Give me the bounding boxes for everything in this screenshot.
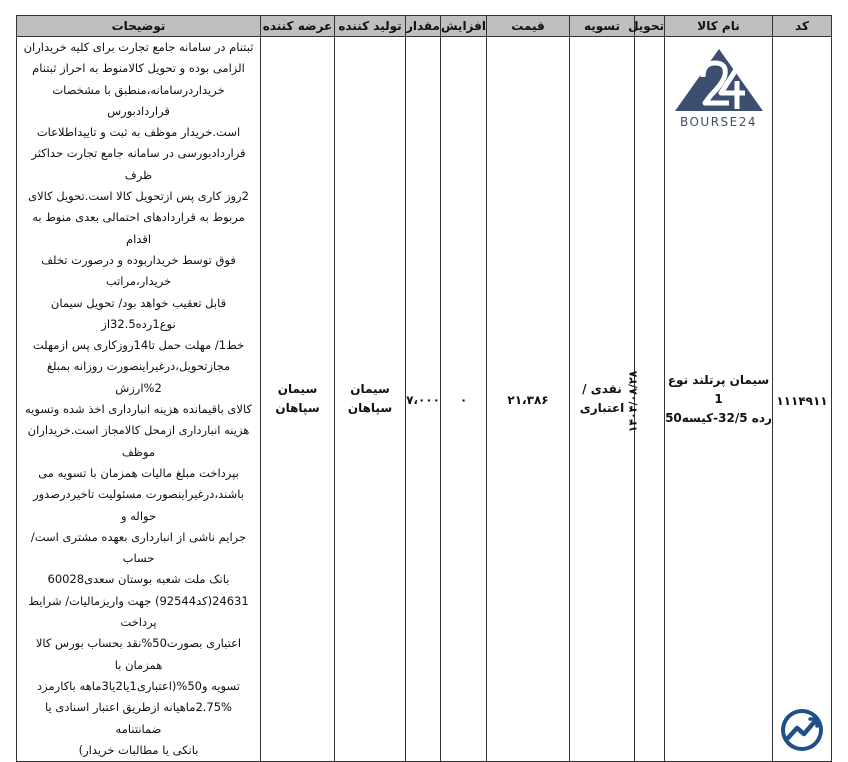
description-text: ثبتنام در سامانه جامع تجارت برای کلیه خریداران الزامی بوده و تحویل کالامنوط به احراز ثبتنام خریداردرسامانه،منطبق با مشخصات قراردادبورس است.خریدار موظف به ثبت و تاییداطلاعات قراردادبورسی در سامانه جامع تجارت حداکثر ظرف 2روز کاری پس ازتحویل کالا است.تحویل کالای مربوط به قراردادهای احتمالی بعدی منوط به اقدام فوق توسط خریداربوده و درصورت تخلف خریدار،مراتب قابل تعقیب خواهد بود/ تحویل سیمان نوع1رده32.5از خط1/ مهلت حمل تا14روزکاری پس ازمهلت مجازتحویل،درغیراینصورت روزانه بمبلغ 2%ارزش کالای باقیمانده هزینه انبارداری اخذ شده وتسویه هزینه انبارداری ازمحل کالامجاز است.خریداران موظف بپرداخت مبلغ مالیات همزمان با تسویه می باشند،درغیراینصورت مسئولیت تاخیردرصدور حواله و جرایم ناشی از انبارداری بعهده مشتری است/ حساب بانک ملت شعبه بوستان سعدی60028 24631(کد92544) جهت واریزمالیات/ شرایط پرداخت اعتباری بصورت50%نقد بحساب بورس کالا همزمان با تسویه و50%(اعتباری1یا2یا3ماهه باکارمزد 2.75%ماهیانه ازطریق اعتبار اسنادی یا ضمانتنامه بانکی یا مطالبات خریدار) <box>23 40 254 757</box>
bourse24-logo-icon <box>673 43 765 113</box>
header-description: توضیحات <box>17 16 261 37</box>
price-value: ۲۱،۳۸۶ <box>507 392 549 407</box>
producer-value <box>335 380 405 418</box>
settlement-line1: نقدی / <box>582 382 622 397</box>
product-name-line2: رده 32/5-کیسه50 <box>665 410 772 425</box>
product-name-line1: سیمان پرتلند نوع 1 <box>667 372 770 406</box>
header-row <box>17 16 832 37</box>
cell-product <box>665 37 773 762</box>
header-supplier: عرضه کننده <box>261 16 335 37</box>
supplier-value <box>261 380 334 418</box>
cell-code <box>773 37 832 762</box>
header-delivery: تحویل <box>635 16 665 37</box>
supplier-line2: سپاهان <box>275 401 320 416</box>
product-name <box>665 371 772 428</box>
producer-line1: سیمان <box>350 382 390 397</box>
cell-delivery <box>626 37 665 762</box>
cell-supplier <box>261 37 335 762</box>
cell-producer <box>335 37 406 762</box>
header-code: کد <box>773 16 832 37</box>
header-settlement: تسویه <box>570 16 635 37</box>
cell-description <box>17 37 261 762</box>
chart-emblem-icon <box>779 707 825 753</box>
cell-price <box>487 37 570 762</box>
quantity-value: ۷،۰۰۰ <box>406 392 440 407</box>
delivery-date: ۱۴۰۴/۰۸/۲۸ <box>626 370 640 432</box>
increase-value: ۰ <box>459 392 468 407</box>
header-price: قیمت <box>487 16 570 37</box>
header-product: نام کالا <box>665 16 773 37</box>
header-producer: تولید کننده <box>335 16 406 37</box>
code-value: ۱۱۱۴۹۱۱ <box>776 393 828 408</box>
cell-quantity <box>406 37 441 762</box>
cell-increase <box>441 37 487 762</box>
supplier-line1: سیمان <box>277 382 318 397</box>
header-quantity: مقدار <box>406 16 441 37</box>
producer-line2: سپاهان <box>347 401 393 416</box>
settlement-line2: اعتباری <box>579 401 625 416</box>
logo-text: BOURSE24 <box>679 115 758 129</box>
bourse24-logo <box>665 43 772 129</box>
header-increase: افزایش <box>441 16 487 37</box>
table-row <box>17 37 832 762</box>
product-table <box>16 15 832 762</box>
